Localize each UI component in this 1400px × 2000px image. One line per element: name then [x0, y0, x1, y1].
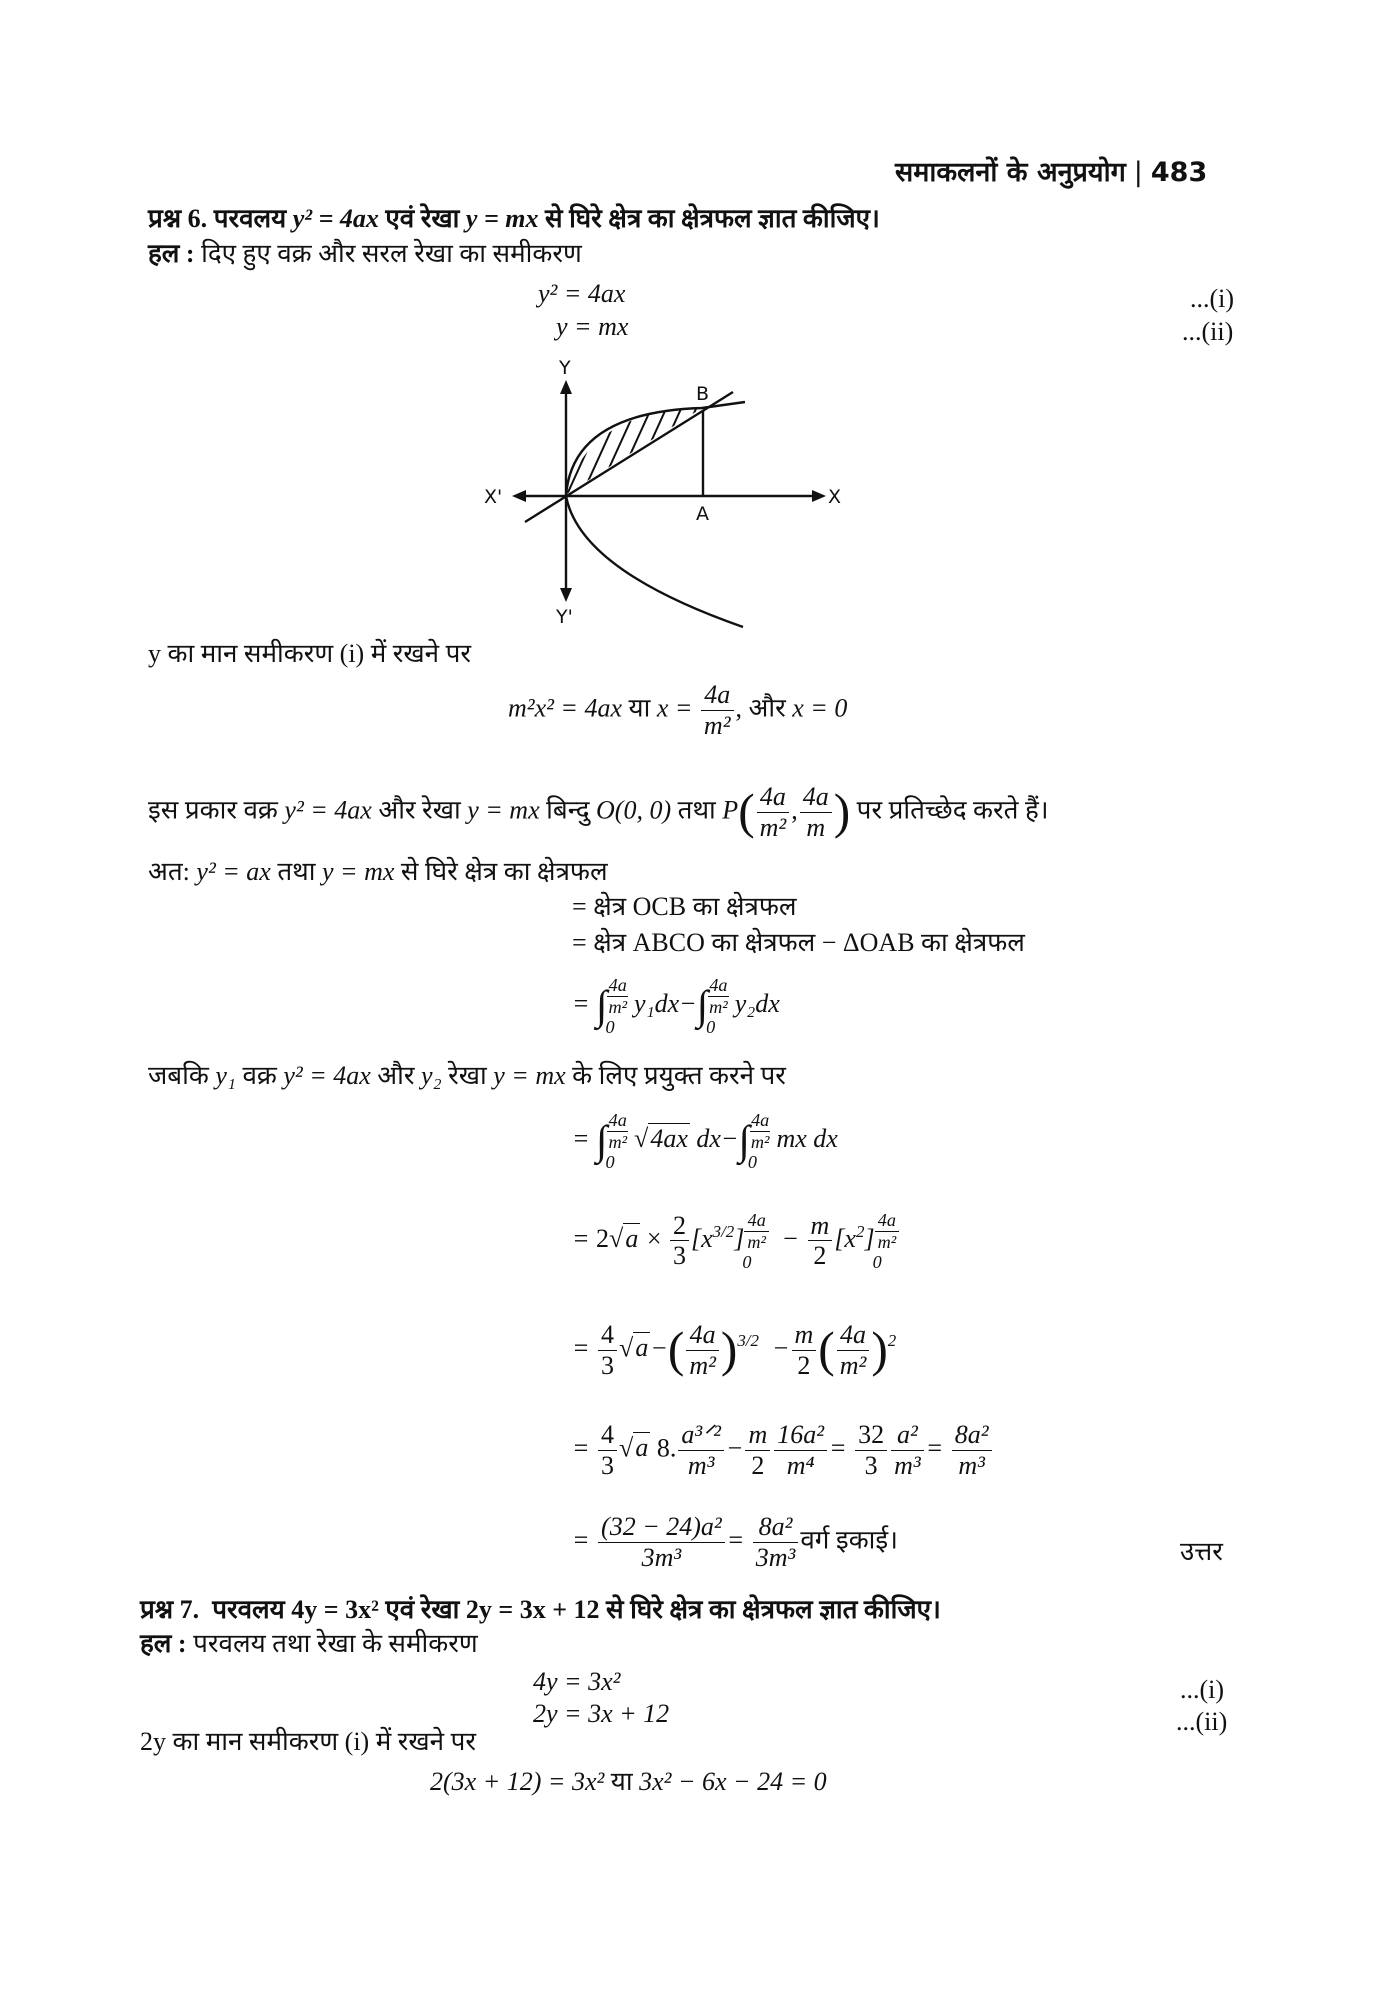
upper-limit-num: 4a: [751, 1110, 770, 1130]
frac-num: a²: [891, 1420, 924, 1451]
text: तथा: [677, 795, 716, 825]
upper-limit-den: m²: [750, 1131, 770, 1152]
eq-rhs: mx: [598, 312, 629, 341]
chapter-title: समाकलनों के अनुप्रयोग: [895, 157, 1126, 188]
q6-text: एवं रेखा: [385, 204, 460, 233]
minus: −: [679, 988, 697, 1018]
label-y-prime: Y': [556, 606, 573, 628]
sqrt-arg: a: [635, 1333, 649, 1363]
eq-lhs: 2y =: [533, 1699, 582, 1728]
q6-step2-text: इस प्रकार वक्र y² = 4ax और रेखा y = mx बिन्दु O(0, 0) तथा P( $\frac{4a}{\text{m²}}$ , $\frac{4a}{m}$ ) पर प्रतिच्छेद करते हैं।: [148, 782, 1049, 842]
equals: =: [925, 1433, 944, 1463]
frac-den: m³: [958, 1450, 985, 1480]
upper-limit-num: 4a: [608, 975, 627, 995]
solution-intro-text: परवलय तथा रेखा के समीकरण: [193, 1629, 478, 1658]
q7-text: से घिरे क्षेत्र का क्षेत्रफल ज्ञात कीजिए।: [606, 1595, 941, 1624]
text: के लिए प्रयुक्त करने पर: [572, 1061, 786, 1090]
eq-part: y = mx: [467, 795, 540, 825]
equals: =: [572, 1123, 590, 1153]
arrow-down-icon: [560, 588, 572, 602]
q7-text: एवं रेखा: [385, 1595, 460, 1624]
text: जबकि: [148, 1061, 209, 1090]
q6-solution-intro: [148, 240, 582, 269]
frac-num: 4a: [757, 782, 790, 813]
evaluation-line-4: = $\frac{4}{3}$ √a−( $\frac{4a}{\text{m²}}$ )$^{3/2}$ − $\frac{m}{2}$ ( $\frac{4a}{\text{m²}}$ )$^2$: [572, 1320, 897, 1380]
frac-num: 32: [855, 1420, 887, 1451]
q6-step1-text: y का मान समीकरण (i) में रखने पर: [148, 639, 471, 668]
frac-den: m³: [687, 1450, 715, 1480]
eq-connector: या: [628, 693, 651, 723]
upper-limit-num: 4a: [744, 1210, 769, 1232]
text: और: [377, 1061, 415, 1090]
frac-den: m: [806, 812, 826, 842]
frac-den: 3: [601, 1350, 615, 1380]
sqrt-arg: 4ax: [650, 1123, 688, 1153]
frac-den: 2: [797, 1350, 811, 1380]
arrow-left-icon: [512, 490, 526, 502]
q7-solution-intro: [140, 1630, 478, 1659]
lower-limit: 0: [605, 1016, 615, 1037]
q6-text: से घिरे क्षेत्र का क्षेत्रफल ज्ञात कीजिए।: [545, 204, 880, 233]
exponent: 3/2: [712, 1221, 735, 1241]
frac-num: 16a²: [774, 1420, 827, 1451]
upper-limit-den: m²: [608, 996, 628, 1017]
frac-num: 8a²: [952, 1420, 992, 1451]
parabola-line-diagram: [470, 340, 870, 640]
frac-num: 4: [598, 1420, 617, 1451]
q6-line-eq: y = mx: [465, 204, 539, 233]
area-line-2: = क्षेत्र ABCO का क्षेत्रफल − ΔOAB का क्षेत्रफल: [572, 928, 1025, 957]
coefficient: 8.: [656, 1433, 677, 1463]
frac-den: m²: [703, 710, 731, 740]
text: वक्र: [242, 1061, 277, 1090]
frac-den: m²: [839, 1350, 867, 1380]
equation-tag-i: ...(i): [1190, 284, 1235, 313]
frac-num: a³ᐟ²: [678, 1420, 724, 1451]
frac-num: 4a: [837, 1320, 870, 1351]
text: तथा: [277, 857, 316, 886]
exponent: 3/2: [737, 1331, 759, 1351]
eq-rhs: 3x²: [588, 1667, 621, 1696]
q6-equation-1: [538, 280, 625, 309]
eq-lhs: y² =: [538, 279, 582, 308]
frac-den: m³: [894, 1450, 921, 1480]
eq-connector: या: [610, 1767, 633, 1796]
equation-tag-ii: ...(ii): [1176, 1707, 1228, 1736]
frac-num: m: [745, 1420, 770, 1451]
bracket: ]: [864, 1223, 875, 1253]
minus: −: [650, 1333, 668, 1363]
evaluation-line-3: = 2√a × $\frac{2}{3}$ $[x^{3/2}]$ $\frac{4a}{\text{m²}}$ 0 − $\frac{m}{2}$ $[x^2]$ $\frac{4a}{\text{m²}}$ 0: [572, 1210, 905, 1272]
upper-limit-num: 4a: [875, 1210, 900, 1232]
integral-expression-2: = ∫ $\frac{4a}{\text{m²}}$ 0√4ax dx−∫ $\frac{4a}{\text{m²}}$ 0mx dx: [572, 1110, 838, 1172]
point-o: O(0, 0): [596, 795, 672, 825]
solution-label: हल :: [140, 1629, 187, 1658]
q7-step1-equation: [430, 1768, 827, 1797]
upper-limit-den: m²: [877, 1231, 897, 1252]
label-a: A: [696, 503, 709, 525]
integrand: mx dx: [776, 1123, 838, 1153]
eq-part: y² = 4ax: [284, 795, 372, 825]
var-y2: y₂: [421, 1061, 442, 1090]
q6-step4-text: [148, 1062, 786, 1091]
minus: −: [720, 1123, 739, 1153]
lower-limit: 0: [605, 1151, 615, 1172]
frac-num: m: [792, 1320, 817, 1351]
equals: =: [572, 1433, 590, 1463]
label-x: X: [828, 486, 842, 508]
text: पर प्रतिच्छेद करते हैं।: [856, 795, 1049, 825]
frac-den: 3: [601, 1450, 615, 1480]
area-line-1: = क्षेत्र OCB का क्षेत्रफल: [572, 892, 797, 921]
frac-den: 2: [751, 1450, 765, 1480]
question-7-heading: [140, 1596, 941, 1625]
arrow-up-icon: [560, 380, 572, 394]
arrow-right-icon: [812, 490, 826, 502]
upper-limit-num: 4a: [608, 1110, 627, 1130]
q7-label: प्रश्न 7.: [140, 1595, 200, 1624]
q7-step1-text: 2y का मान समीकरण (i) में रखने पर: [140, 1727, 476, 1756]
eq-part: x =: [656, 693, 693, 723]
frac-den: m⁴: [786, 1450, 815, 1480]
minus: −: [781, 1223, 800, 1253]
q7-parabola-eq: 4y = 3x²: [291, 1595, 379, 1624]
exponent: 2: [887, 1331, 897, 1351]
times: ×: [646, 1223, 662, 1253]
label-x-prime: X': [484, 486, 503, 508]
eq-part: y² = ax: [196, 857, 271, 886]
lower-limit: 0: [742, 1251, 752, 1272]
eq-part: x = 0: [792, 693, 848, 723]
frac-num: 4: [598, 1320, 617, 1351]
frac-num: 4a: [686, 1320, 719, 1351]
q6-step1-equation: [508, 680, 847, 741]
frac-num: 4a: [800, 782, 832, 813]
q7-text: परवलय: [212, 1595, 285, 1624]
q6-step3-text: [148, 858, 608, 887]
text: अत:: [148, 857, 190, 886]
q7-line-eq: 2y = 3x + 12: [465, 1595, 600, 1624]
text: और रेखा: [378, 795, 461, 825]
page-number: 483: [1150, 157, 1208, 188]
var-y1: y₁: [215, 1061, 236, 1090]
minus: −: [725, 1433, 744, 1463]
equals: =: [829, 1433, 847, 1463]
equation-tag-i: ...(i): [1180, 1675, 1225, 1704]
running-header: [895, 152, 1207, 189]
evaluation-line-6: [572, 1512, 898, 1573]
q6-label: प्रश्न 6.: [148, 204, 208, 233]
q6-parabola-eq: y² = 4ax: [292, 204, 379, 233]
frac-num: 4a: [701, 680, 734, 711]
equals: =: [726, 1525, 745, 1555]
equals: =: [572, 1223, 590, 1253]
integral-expression-1: = ∫ $\frac{4a}{\text{m²}}$ 0y₁dx−∫ $\frac{4a}{\text{m²}}$ 0y₂dx: [572, 975, 780, 1037]
frac-num: 2: [670, 1211, 689, 1242]
q6-text: परवलय: [213, 204, 287, 233]
label-b: B: [696, 383, 710, 405]
eq-rhs: 4ax: [587, 279, 626, 308]
eq-part: 3x² − 6x − 24 = 0: [639, 1767, 827, 1796]
eq-part: y = mx: [493, 1061, 566, 1090]
unit-text: वर्ग इकाई।: [800, 1525, 899, 1555]
question-6-heading: [148, 205, 880, 234]
eq-rhs: 3x + 12: [588, 1699, 670, 1728]
exponent: 2: [855, 1221, 865, 1241]
frac-den: 3: [673, 1241, 686, 1271]
eq-part: 2(3x + 12) = 3x²: [430, 1767, 605, 1796]
frac-num: 8a²: [753, 1512, 799, 1543]
upper-limit-den: m²: [747, 1231, 766, 1252]
equals: =: [572, 988, 590, 1018]
lower-limit: 0: [747, 1151, 757, 1172]
answer-label: उत्तर: [1180, 1537, 1223, 1566]
frac-num: (32 − 24)a²: [598, 1512, 725, 1543]
bracket: [x: [834, 1223, 856, 1253]
point-p: P: [722, 795, 739, 825]
frac-den: 3: [864, 1450, 878, 1480]
lower-limit: 0: [872, 1251, 882, 1272]
eq-part: m²x² = 4ax: [508, 693, 622, 723]
parabola-upper-branch: [566, 402, 745, 496]
q6-equation-2: [556, 313, 628, 342]
eq-connector: , और: [735, 693, 786, 723]
frac-num: m: [808, 1211, 833, 1242]
sqrt-arg: a: [635, 1433, 649, 1463]
integrand: y₁dx: [634, 988, 680, 1018]
label-y: Y: [559, 357, 571, 379]
text: से घिरे क्षेत्र का क्षेत्रफल: [400, 857, 608, 886]
header-separator: |: [1133, 157, 1143, 188]
lower-limit: 0: [706, 1016, 716, 1037]
frac-den: m²: [759, 812, 787, 842]
text: रेखा: [448, 1061, 487, 1090]
dx: dx: [696, 1123, 721, 1153]
equals: =: [572, 1333, 590, 1363]
integrand: y₂dx: [734, 988, 780, 1018]
eq-part: y = mx: [322, 857, 395, 886]
eq-lhs: y =: [556, 312, 592, 341]
eq-part: y² = 4ax: [283, 1061, 371, 1090]
upper-limit-num: 4a: [709, 975, 728, 995]
coefficient: 2: [596, 1223, 610, 1253]
solution-intro-text: दिए हुए वक्र और सरल रेखा का समीकरण: [201, 239, 582, 268]
eq-lhs: 4y =: [533, 1667, 582, 1696]
q7-equation-2: [533, 1700, 669, 1729]
frac-den: m²: [689, 1350, 716, 1380]
text: बिन्दु: [546, 795, 590, 825]
equation-tag-ii: ...(ii): [1182, 317, 1234, 346]
solution-label: हल :: [148, 239, 195, 268]
sqrt-arg: a: [625, 1223, 639, 1253]
evaluation-line-5: = $\frac{4}{3}$ √a 8. $\frac{\text{a³ᐟ²}}{\text{m³}}$ − $\frac{m}{2}$ $\frac{\text{16a²}}{\text{m⁴}}$ = $\frac{32}{3}$ $\frac{\text{a²}}{\text{m³}}$ = $\frac{\text{8a²}}{\text{m³}}$: [572, 1420, 994, 1481]
parabola-lower-branch: [566, 496, 743, 627]
text: इस प्रकार वक्र: [148, 795, 278, 825]
upper-limit-den: m²: [608, 1131, 628, 1152]
frac-den: 3m³: [641, 1542, 682, 1572]
bracket: [x: [691, 1223, 713, 1253]
frac-den: 2: [813, 1241, 827, 1271]
upper-limit-den: m²: [709, 996, 728, 1017]
equals: =: [572, 1525, 590, 1555]
q7-equation-1: [533, 1668, 620, 1697]
frac-den: 3m³: [755, 1542, 796, 1572]
minus: −: [771, 1333, 790, 1363]
bracket: ]: [734, 1223, 745, 1253]
